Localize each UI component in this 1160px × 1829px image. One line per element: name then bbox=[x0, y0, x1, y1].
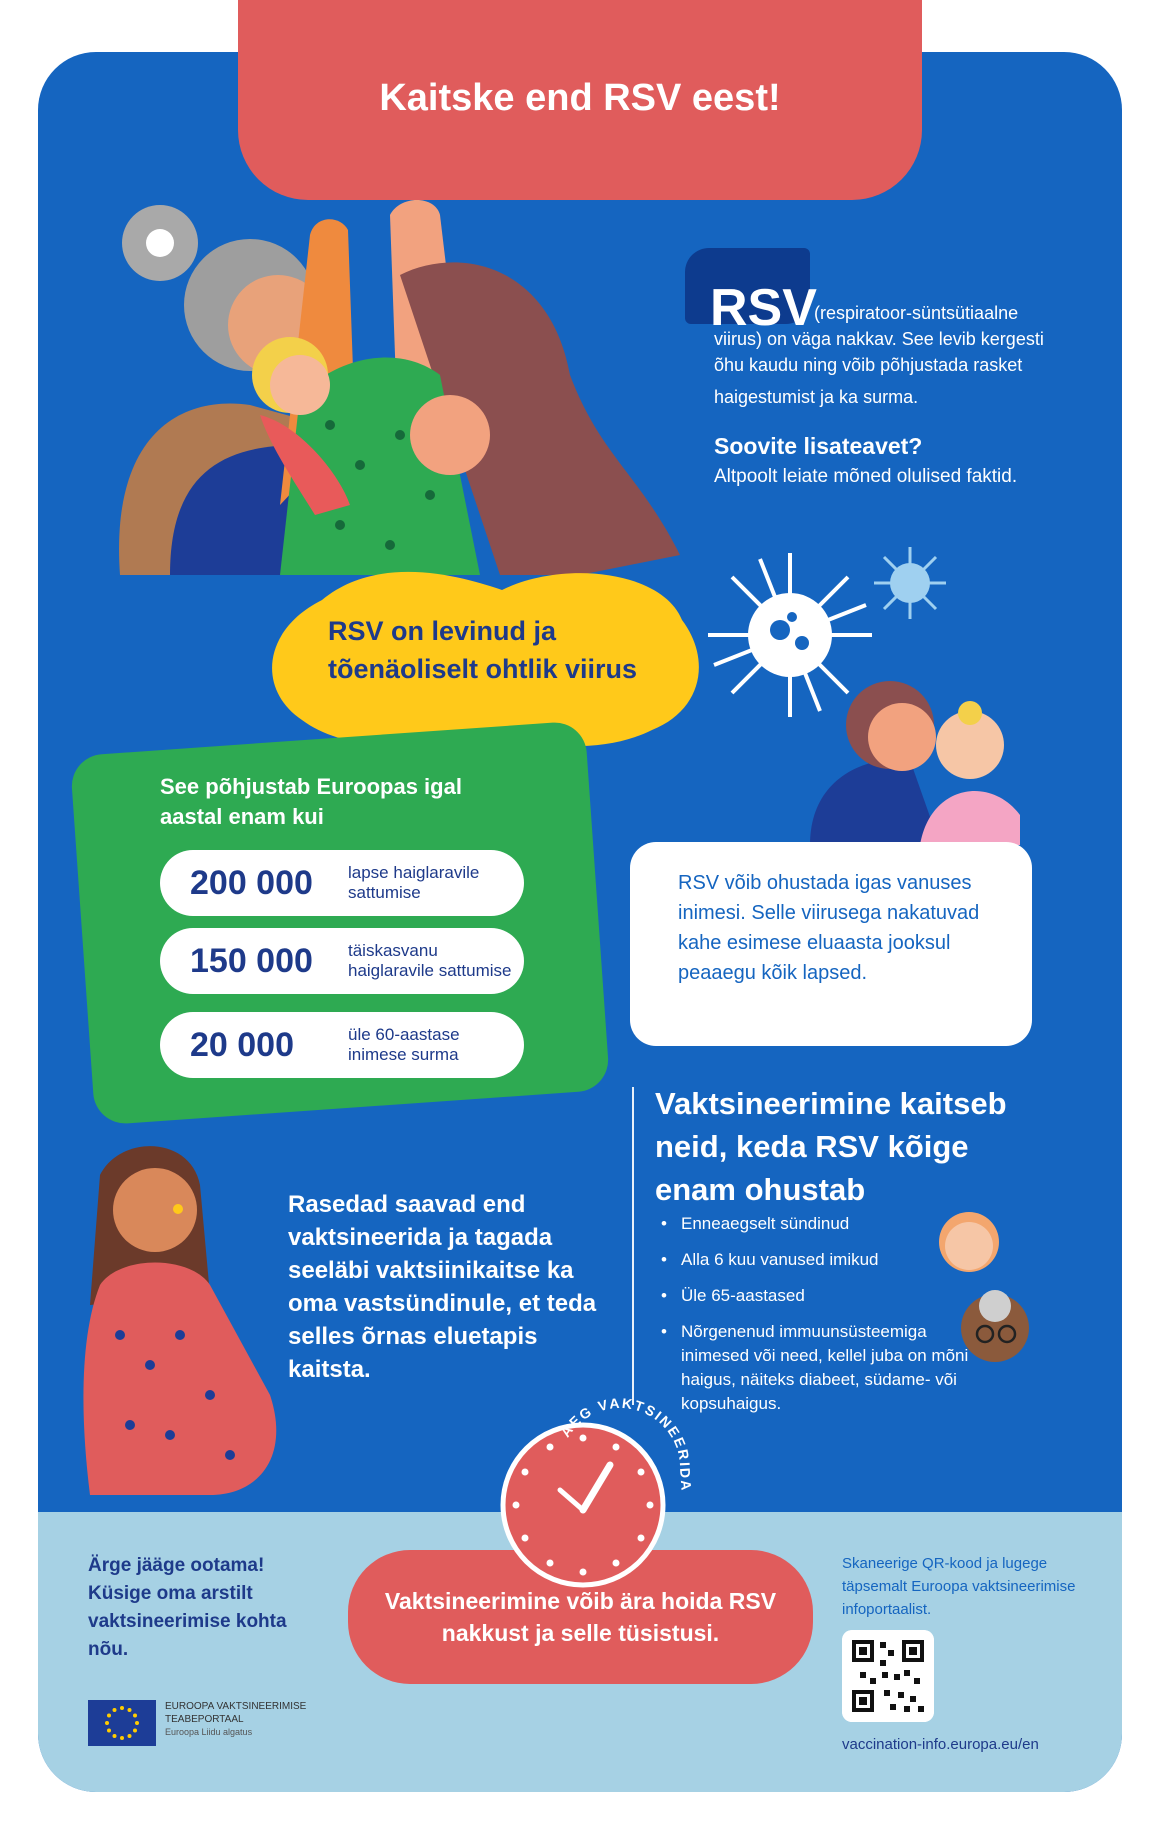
faces-illustration bbox=[935, 1210, 1035, 1370]
more-info-question: Soovite lisateavet? bbox=[714, 433, 923, 459]
pregnant-woman-illustration bbox=[60, 1135, 290, 1495]
stat-label: lapse haiglaravile sattumise bbox=[348, 863, 480, 902]
eu-flag-icon bbox=[88, 1700, 156, 1746]
yellow-cloud-text: RSV on levinud ja tõenäoliselt ohtlik viirus bbox=[328, 616, 638, 684]
list-item: • Nõrgenenud immuunsüsteemiga inimesed või need, kellel juba on mõni haigus, näiteks diabeet, südame- või kopsuhaigus. bbox=[655, 1320, 995, 1416]
stat-label: täiskasvanu haiglaravile sattumise bbox=[348, 941, 512, 980]
portal-link[interactable]: vaccination-info.europa.eu/en bbox=[842, 1736, 1039, 1753]
page-title: Kaitske end RSV eest! bbox=[379, 76, 781, 119]
eu-logo-line: EUROOPA VAKTSINEERIMISE bbox=[165, 1701, 307, 1712]
vaccination-heading: Vaktsineerimine kaitseb neid, keda RSV kõige enam ohustab bbox=[655, 1086, 1007, 1207]
stat-row bbox=[160, 1012, 524, 1078]
pregnancy-text: Rasedad saavad end vaktsineerida ja tagada seeläbi vaktsiinikaitse ka oma vastsündinule, et teda selles õrnas eluetapis kaitsta. bbox=[288, 1191, 597, 1383]
clock-label-arc bbox=[540, 1388, 700, 1548]
prevention-text: Vaktsineerimine võib ära hoida RSV nakkust ja selle tüsistusi. bbox=[384, 1588, 777, 1646]
family-illustration bbox=[100, 175, 680, 575]
stat-number: 200 000 bbox=[190, 864, 313, 902]
stat-number: 150 000 bbox=[190, 942, 313, 980]
intro-line: õhu kaudu ning võib põhjustada rasket bbox=[714, 355, 1023, 375]
stat-label: üle 60-aastase inimese surma bbox=[348, 1025, 460, 1064]
stat-number: 20 000 bbox=[190, 1026, 294, 1064]
more-info-answer: Altpoolt leiate mõned olulised faktid. bbox=[714, 466, 1018, 487]
info-box-text: RSV võib ohustada igas vanuses inimesi. Selle viirusega nakatuvad kahe esimese eluaasta jooksul peaaegu kõik lapsed. bbox=[678, 872, 980, 984]
eu-logo-subline: Euroopa Liidu algatus bbox=[165, 1727, 253, 1737]
mother-baby-illustration bbox=[790, 665, 1030, 845]
divider bbox=[632, 1087, 634, 1405]
stat-row bbox=[160, 850, 524, 916]
intro-line: (respiratoor-süntsütiaalne bbox=[814, 303, 1019, 323]
virus-small-icon bbox=[872, 545, 948, 621]
intro-line: haigestumist ja ka surma. bbox=[714, 387, 919, 407]
qr-code[interactable] bbox=[842, 1630, 934, 1722]
stats-heading: See põhjustab Euroopas igal aastal enam kui bbox=[160, 774, 462, 829]
stat-row bbox=[160, 928, 524, 994]
svg-text:AEG VAKTSINEERIDA bbox=[557, 1395, 695, 1493]
rsv-label: RSV bbox=[710, 279, 817, 337]
qr-instruction: Skaneerige QR-kood ja lugege täpsemalt Euroopa vaktsineerimise infoportaalist. bbox=[842, 1555, 1076, 1618]
eu-logo-line: TEABEPORTAAL bbox=[165, 1714, 244, 1725]
list-item: • Üle 65-aastased bbox=[655, 1284, 995, 1308]
ask-doctor-text: Ärge jääge ootama! Küsige oma arstilt vaktsineerimise kohta nõu. bbox=[88, 1555, 287, 1660]
intro-paragraph bbox=[714, 300, 1074, 410]
list-item: • Alla 6 kuu vanused imikud bbox=[655, 1248, 995, 1272]
title-banner bbox=[238, 0, 922, 200]
intro-line: viirus) on väga nakkav. See levib kergesti bbox=[714, 329, 1044, 349]
eu-logo-text bbox=[165, 1700, 335, 1739]
list-item: • Enneaegselt sündinud bbox=[655, 1212, 995, 1236]
clock-label: AEG VAKTSINEERIDA bbox=[557, 1394, 695, 1493]
